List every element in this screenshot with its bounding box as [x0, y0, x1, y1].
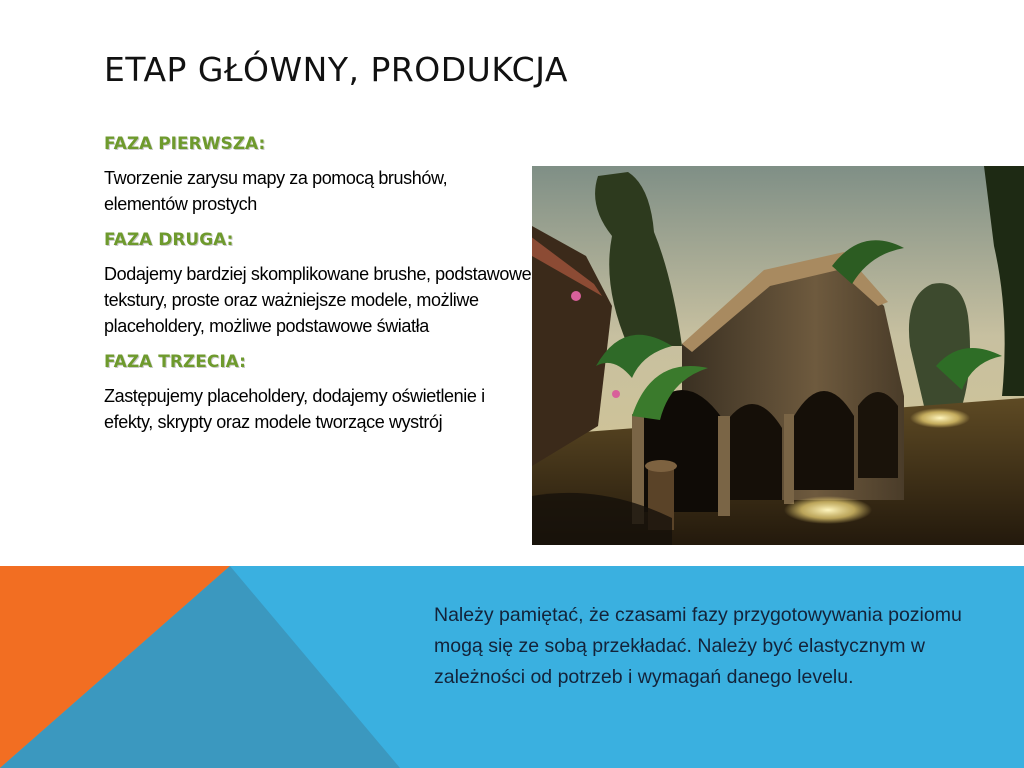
phase-3-heading: FAZA TRZECIA:	[104, 352, 246, 372]
note-text: Należy pamiętać, że czasami fazy przygotowywania poziomu mogą się ze sobą przekładać. Należy być elastycznym w zależności od potrzeb i wymagań danego levelu.	[434, 604, 962, 688]
slide-title: ETAP GŁÓWNY, PRODUKCJA	[104, 50, 568, 89]
game-level-screenshot	[532, 166, 1024, 545]
phase-1-heading: FAZA PIERWSZA:	[104, 134, 266, 154]
phase-3-text: Zastępujemy placeholdery, dodajemy oświetlenie i efekty, skrypty oraz modele tworzące wystrój	[104, 386, 485, 432]
phase-1-text: Tworzenie zarysu mapy za pomocą brushów, elementów prostych	[104, 168, 448, 214]
phase-2-text: Dodajemy bardziej skomplikowane brushe, podstawowe tekstury, proste oraz ważniejsze modele, możliwe placeholdery, możliwe podstawowe światła	[104, 264, 532, 336]
phase-list	[104, 133, 532, 447]
phase-2-heading: FAZA DRUGA:	[104, 230, 234, 250]
